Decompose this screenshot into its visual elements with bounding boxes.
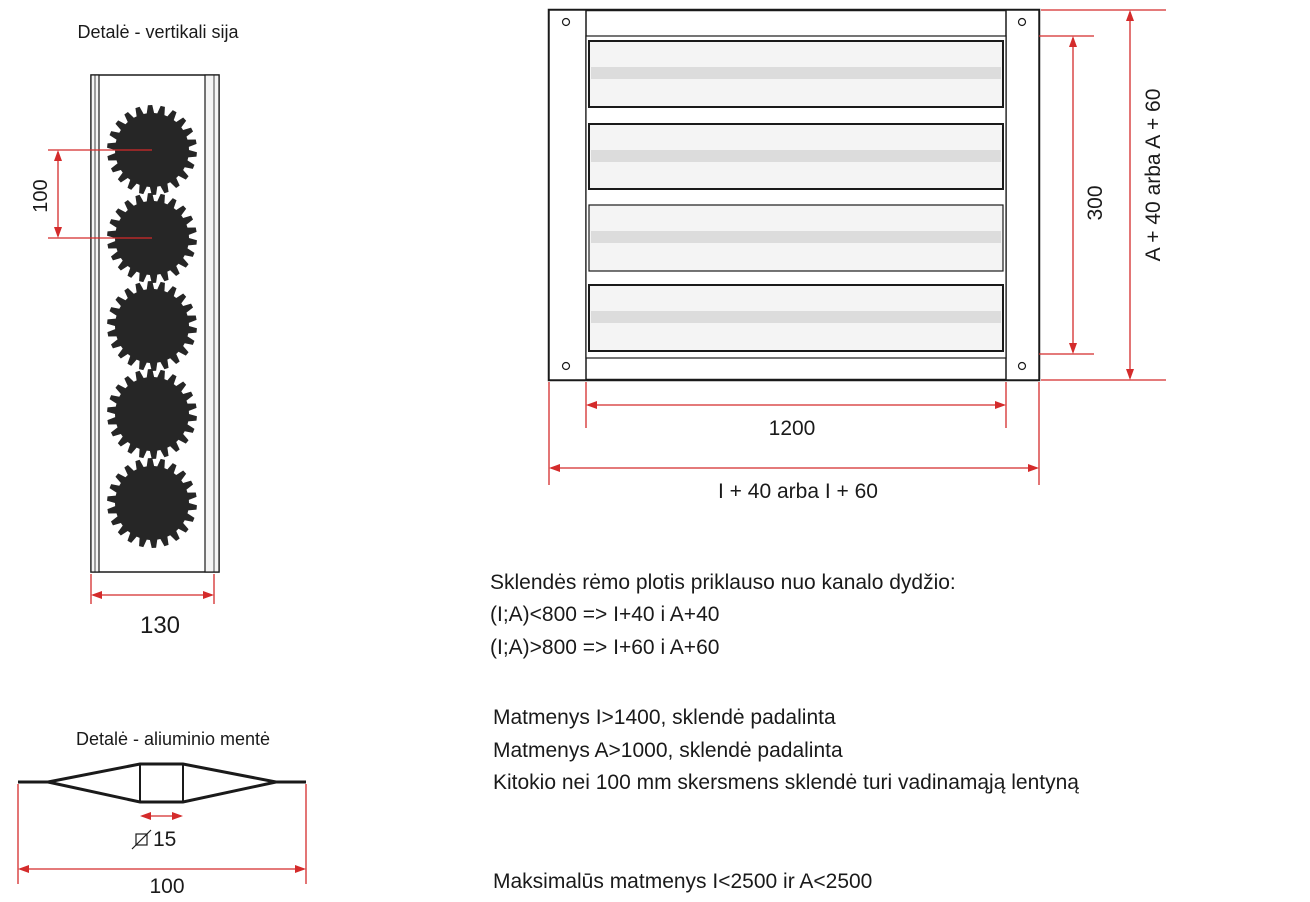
note-frame-width: Sklendės rėmo plotis priklauso nuo kanalo dydžio: xyxy=(490,571,956,594)
blade-core-dimension xyxy=(140,812,183,820)
blade-core-label: 15 xyxy=(153,828,177,851)
damper-blade xyxy=(589,124,1003,189)
note-rule-large: (I;A)>800 => I+60 i A+60 xyxy=(490,636,720,659)
note-rule-small: (I;A)<800 => I+40 i A+40 xyxy=(490,603,720,626)
beam-width-dimension xyxy=(91,574,214,604)
damper-view xyxy=(549,10,1166,503)
note-split-height: Matmenys A>1000, sklendė padalinta xyxy=(493,739,843,762)
square-symbol-icon xyxy=(132,830,151,849)
inner-width-label: 1200 xyxy=(768,417,816,440)
beam-detail xyxy=(30,22,240,639)
blade-width-label: 100 xyxy=(149,875,185,898)
blade-detail xyxy=(18,729,306,898)
blade-height-label: 300 xyxy=(1084,185,1107,221)
beam-width-label: 130 xyxy=(139,612,181,639)
damper-left-post xyxy=(549,10,586,380)
damper-blade xyxy=(589,41,1003,107)
beam-detail-title: Detalė - vertikali sija xyxy=(77,22,239,42)
blade-detail-title: Detalė - aliuminio mentė xyxy=(75,729,271,749)
overall-width-label: I + 40 arba I + 60 xyxy=(718,480,878,503)
overall-height-label: A + 40 arba A + 60 xyxy=(1142,88,1165,262)
note-max-size: Maksimalūs matmenys I<2500 ir A<2500 xyxy=(493,870,873,893)
note-diameter: Kitokio nei 100 mm skersmens sklendė turi vadinamąją lentyną xyxy=(493,771,1079,794)
damper-right-post xyxy=(1006,10,1039,380)
damper-blade xyxy=(589,205,1003,271)
damper-blade xyxy=(589,285,1003,351)
note-split-width: Matmenys I>1400, sklendė padalinta xyxy=(493,706,836,729)
beam-pitch-label: 100 xyxy=(30,179,52,213)
blade-profile xyxy=(18,764,306,802)
